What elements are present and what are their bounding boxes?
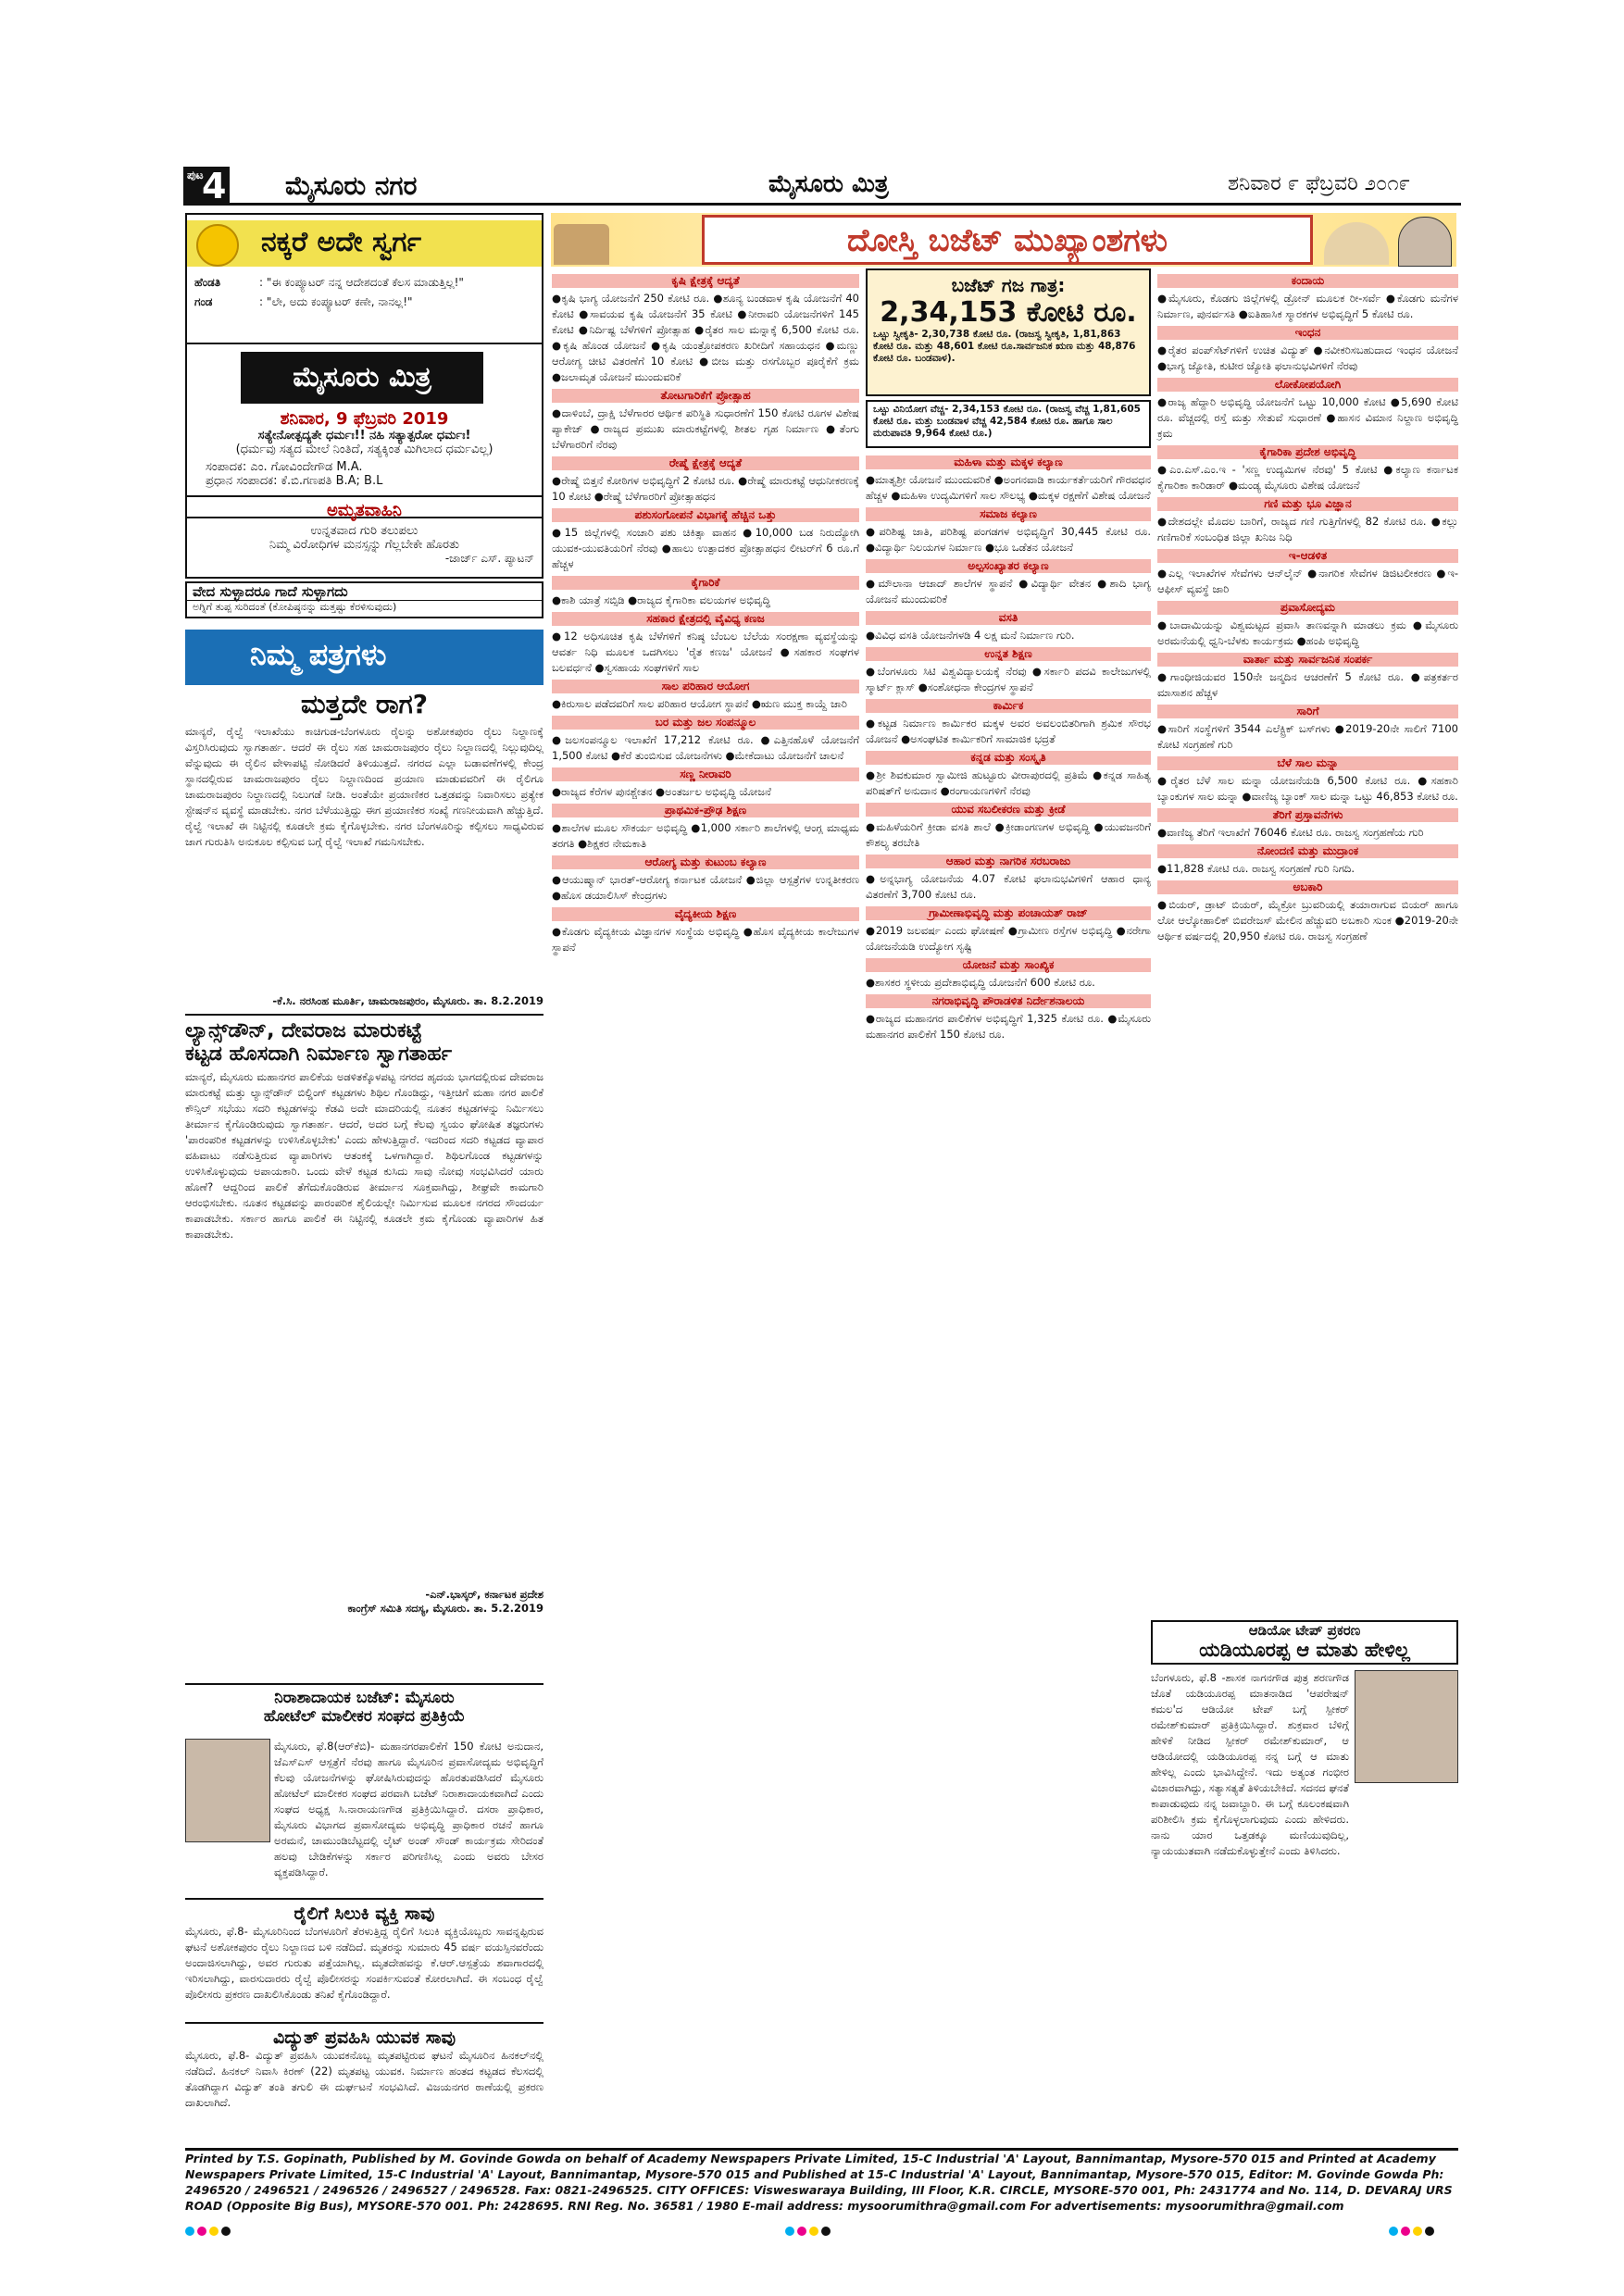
masthead-logo: ಮೈಸೂರು ಮಿತ್ರ bbox=[241, 352, 483, 404]
budget-column-2 bbox=[866, 452, 1151, 2146]
amrita-title: ಅಮೃತವಾಹಿನಿ bbox=[327, 501, 402, 520]
laughing-face-icon bbox=[196, 224, 239, 267]
section-heading: ವೈದ್ಯಕೀಯ ಶಿಕ್ಷಣ bbox=[552, 907, 859, 921]
amrita-line2: ನಿಮ್ಮ ವಿರೋಧಿಗಳ ಮನಸ್ಸನ್ನು ಗೆಲ್ಲಬೇಕೇ ಹೊರತು bbox=[269, 538, 460, 552]
budget-size-amount: 2,34,153 ಕೋಟಿ ರೂ. bbox=[880, 296, 1137, 329]
electric-title: ವಿದ್ಯುತ್ ಪ್ರವಹಿಸಿ ಯುವಕ ಸಾವು bbox=[272, 2028, 456, 2048]
page-label: ಪುಟ bbox=[187, 168, 204, 181]
section-text: ●ಮಾತೃಶ್ರೀ ಯೋಜನೆ ಮುಂದುವರಿಕೆ ●ಅಂಗನವಾಡಿ ಕಾರ್ಯಕರ್ತೆಯರಿಗೆ ಗೌರವಧನ ಹೆಚ್ಚಳ ●ಮಹಿಳಾ ಉದ್ಯಮಿಗಳಿಗೆ ಸಾಲ ಸೌಲಭ್ಯ ●ಮಕ್ಕಳ ರಕ್ಷಣೆಗೆ ವಿಶೇಷ ಯೋಜನೆ bbox=[866, 473, 1151, 502]
husband-line: : "ಲೇ, ಅದು ಕಂಪ್ಯೂಟರ್ ಕಣೇ, ನಾನಲ್ಲ!" bbox=[259, 295, 413, 308]
section-text: ●ರಾಜ್ಯ ಹೆದ್ದಾರಿ ಅಭಿವೃದ್ಧಿ ಯೋಜನೆಗೆ ಒಟ್ಟು 10,000 ಕೋಟಿ ●5,690 ಕೋಟಿ ರೂ. ವೆಚ್ಚದಲ್ಲಿ ರಸ್ತೆ ಮತ್ತು ಸೇತುವೆ ಸುಧಾರಣೆ ●ಹಾಸನ ವಿಮಾನ ನಿಲ್ದಾಣ ಅಭಿವೃದ್ಧಿ ಕ್ರಮ bbox=[1157, 395, 1458, 440]
section-heading: ವಸತಿ bbox=[866, 611, 1151, 625]
registration-dots-left bbox=[185, 2222, 233, 2240]
chief-minister-photo bbox=[1398, 217, 1452, 267]
registration-dots-right bbox=[1389, 2222, 1437, 2240]
section-text: ●ಕೃಷಿ ಭಾಗ್ಯ ಯೋಜನೆಗೆ 250 ಕೋಟಿ ರೂ. ●ಶೂನ್ಯ ಬಂಡವಾಳ ಕೃಷಿ ಯೋಜನೆಗೆ 40 ಕೋಟಿ ●ಸಾವಯವ ಕೃಷಿ ಯೋಜನೆಗೆ 35 ಕೋಟಿ ●ನೀರಾವರಿ ಯೋಜನೆಗಳಿಗೆ 145 ಕೋಟಿ ●ನಿರ್ದಿಷ್ಟ ಬೆಳೆಗಳಿಗೆ ಪ್ರೋತ್ಸಾಹ ●ರೈತರ ಸಾಲ ಮನ್ನಾಕ್ಕೆ 6,500 ಕೋಟಿ ರೂ. ●ಕೃಷಿ ಹೊಂಡ ಯೋಜನೆ ●ಕೃಷಿ ಯಂತ್ರೋಪಕರಣ ಖರೀದಿಗೆ ಸಹಾಯಧನ ●ಮಣ್ಣು ಆರೋಗ್ಯ ಚೀಟಿ ವಿತರಣೆಗೆ 10 ಕೋಟಿ ●ಬೀಜ ಮತ್ತು ರಸಗೊಬ್ಬರ ಪೂರೈಕೆಗೆ ಕ್ರಮ ●ಜಲಾಮೃತ ಯೋಜನೆ ಮುಂದುವರಿಕೆ bbox=[552, 292, 859, 383]
amrita-author: -ಜಾರ್ಜ್ ಎಸ್. ಪ್ಯಾಟನ್ bbox=[444, 552, 534, 565]
motto-line1: ಸತ್ಯೇನೋತ್ಪದ್ಯತೇ ಧರ್ಮಃ!! ನಹಿ ಸತ್ಯಾತ್ಪರೋ ಧರ್ಮಃ! bbox=[257, 429, 471, 443]
page-number: 4 bbox=[202, 166, 227, 206]
section-heading: ಮಹಿಳಾ ಮತ್ತು ಮಕ್ಕಳ ಕಲ್ಯಾಣ bbox=[866, 455, 1151, 469]
budget-size-title: ಬಜೆಟ್ ಗಜ ಗಾತ್ರ: bbox=[951, 274, 1066, 296]
section-text: ●ವಾಣಿಜ್ಯ ತೆರಿಗೆ ಇಲಾಖೆಗೆ 76046 ಕೋಟಿ ರೂ. ರಾಜಸ್ವ ಸಂಗ್ರಹಣೆಯ ಗುರಿ bbox=[1157, 826, 1424, 839]
page-number-box bbox=[183, 167, 230, 206]
section-text: ●ಆಯುಷ್ಮಾನ್ ಭಾರತ್-ಆರೋಗ್ಯ ಕರ್ನಾಟಕ ಯೋಜನೆ ●ಜಿಲ್ಲಾ ಆಸ್ಪತ್ರೆಗಳ ಉನ್ನತೀಕರಣ ●ಹೊಸ ಡಯಾಲಿಸಿಸ್ ಕೇಂದ್ರಗಳು bbox=[552, 873, 859, 902]
section-text: ●ರೈತರ ಬೆಳೆ ಸಾಲ ಮನ್ನಾ ಯೋಜನೆಯಡಿ 6,500 ಕೋಟಿ ರೂ. ●ಸಹಕಾರಿ ಬ್ಯಾಂಕುಗಳ ಸಾಲ ಮನ್ನಾ ●ವಾಣಿಜ್ಯ ಬ್ಯಾಂಕ್ ಸಾಲ ಮನ್ನಾ ಒಟ್ಟು 46,853 ಕೋಟಿ ರೂ. bbox=[1157, 774, 1458, 803]
section-heading: ತೋಟಗಾರಿಕೆಗೆ ಪ್ರೋತ್ಸಾಹ bbox=[552, 389, 859, 403]
vidhana-soudha-icon bbox=[554, 224, 609, 265]
section-title: ಮೈಸೂರು ನಗರ bbox=[285, 170, 418, 201]
section-heading: ಕನ್ನಡ ಮತ್ತು ಸಂಸ್ಕೃತಿ bbox=[866, 751, 1151, 765]
section-heading: ಬೆಳೆ ಸಾಲ ಮನ್ನಾ bbox=[1157, 756, 1458, 770]
nakkare-box bbox=[185, 213, 543, 518]
section-text: ●ಕಟ್ಟಡ ನಿರ್ಮಾಣ ಕಾರ್ಮಿಕರ ಮಕ್ಕಳ ಅವರ ಅವಲಂಬಿತರಿಗಾಗಿ ಶ್ರಮಿಕ ಸೌರಭ ಯೋಜನೆ ●ಅಸಂಘಟಿತ ಕಾರ್ಮಿಕರಿಗೆ ಸಾಮಾಜಿಕ ಭದ್ರತೆ bbox=[866, 717, 1151, 745]
budget-size-box bbox=[866, 268, 1151, 396]
section-text: ●ಅನ್ನಭಾಗ್ಯ ಯೋಜನೆಯ 4.07 ಕೋಟಿ ಫಲಾನುಭವಿಗಳಿಗೆ ಆಹಾರ ಧಾನ್ಯ ವಿತರಣೆಗೆ 3,700 ಕೋಟಿ ರೂ. bbox=[866, 872, 1151, 901]
nakkare-title: ನಕ್ಕರೆ ಅದೇ ಸ್ವರ್ಗ bbox=[261, 226, 422, 258]
section-text: ●ಸಾರಿಗೆ ಸಂಸ್ಥೆಗಳಿಗೆ 3544 ಎಲೆಕ್ಟ್ರಿಕ್ ಬಸ್‌ಗಳು ●2019-20ನೇ ಸಾಲಿಗೆ 7100 ಕೋಟಿ ಸಂಗ್ರಹಣೆ ಗುರಿ bbox=[1157, 722, 1458, 751]
section-heading: ಲೋಕೋಪಯೋಗಿ bbox=[1157, 378, 1458, 392]
audio-tape-headline bbox=[1151, 1620, 1458, 1665]
section-text: ●2019 ಜಲವರ್ಷ ಎಂದು ಘೋಷಣೆ ●ಗ್ರಾಮೀಣ ರಸ್ತೆಗಳ ಅಭಿವೃದ್ಧಿ ●ನರೇಗಾ ಯೋಜನೆಯಡಿ ಉದ್ಯೋಗ ಸೃಷ್ಟಿ bbox=[866, 924, 1151, 953]
budget-expenditure: ಒಟ್ಟು ವಿನಿಯೋಗ ವೆಚ್ಚ- 2,34,153 ಕೋಟಿ ರೂ. (ರಾಜಸ್ವ ವೆಚ್ಚ 1,81,605 ಕೋಟಿ ರೂ. ಮತ್ತು ಬಂಡವಾಳ ವೆಚ್ಚ 42,584 ಕೋಟಿ ರೂ. ಹಾಗೂ ಸಾಲ ಮರುಪಾವತಿ 9,964 ಕೋಟಿ ರೂ.) bbox=[866, 400, 1151, 448]
section-text: ●12 ಅಧಿಸೂಚಿತ ಕೃಷಿ ಬೆಳೆಗಳಿಗೆ ಕನಿಷ್ಠ ಬೆಂಬಲ ಬೆಲೆಯ ಸಂರಕ್ಷಣಾ ವ್ಯವಸ್ಥೆಯನ್ನು ಆವರ್ತ ನಿಧಿ ಮೂಲಕ ಒದಗಿಸಲು 'ರೈತ ಕಣಜ' ಯೋಜನೆ ●ಸಹಕಾರ ಸಂಘಗಳ ಬಲವರ್ಧನೆ ●ಸ್ವಸಹಾಯ ಸಂಘಗಳಿಗೆ ಸಾಲ bbox=[552, 630, 859, 674]
section-heading: ಪ್ರಾಥಮಿಕ-ಪ್ರೌಢ ಶಿಕ್ಷಣ bbox=[552, 804, 859, 817]
letters-header bbox=[185, 630, 543, 685]
section-text: ●ಶಾಲೆಗಳ ಮೂಲ ಸೌಕರ್ಯ ಅಭಿವೃದ್ಧಿ ●1,000 ಸರ್ಕಾರಿ ಶಾಲೆಗಳಲ್ಲಿ ಆಂಗ್ಲ ಮಾಧ್ಯಮ ತರಗತಿ ●ಶಿಕ್ಷಕರ ನೇಮಕಾತಿ bbox=[552, 821, 859, 850]
audio-text-top: ಬೆಂಗಳೂರು, ಫೆ.8 -ಶಾಸಕ ನಾಗನಗೌಡ ಪುತ್ರ ಶರಣಗೌಡ ಜೊತೆ ಯಡಿಯೂರಪ್ಪ ಮಾತನಾಡಿದ 'ಆಪರೇಷನ್ ಕಮಲ'ದ ಆಡಿಯೋ ಟೇಪ್ ಬಗ್ಗೆ ಸ್ಪೀಕರ್ ರಮೇಶ್‌ಕುಮಾರ್ ಪ್ರತಿಕ್ರಿಯಿಸಿದ್ದಾರೆ. ಶುಕ್ರವಾರ ಬೆಳಿಗ್ಗೆ ಹೇಳಿಕೆ ನೀಡಿದ ಸ್ಪೀಕರ್ ರಮೇಶ್‌ಕುಮಾರ್, ಆ ಆಡಿಯೋದಲ್ಲಿ ಯಡಿಯೂರಪ್ಪ ನನ್ನ ಬಗ್ಗೆ ಆ ಮಾತು ಹೇಳಿಲ್ಲ ಎಂದು ಭಾವಿಸಿದ್ದೇನೆ. ಇದು ಅತ್ಯಂತ ಗಂಭೀರ ವಿಚಾರವಾಗಿದ್ದು, ಸತ್ಯಾಸತ್ಯತೆ ತಿಳಿಯಬೇಕಿದೆ. ಸದನದ ಘನತೆ ಕಾಪಾಡುವುದು ನನ್ನ ಜವಾಬ್ದಾರಿ. ಈ ಬಗ್ಗೆ ಕೂಲಂಕಷವಾಗಿ ಪರಿಶೀಲಿಸಿ ಕ್ರಮ ಕೈಗೊಳ್ಳಲಾಗುವುದು ಎಂದು ಹೇಳಿದರು. ನಾನು ಯಾರ ಒತ್ತಡಕ್ಕೂ ಮಣಿಯುವುದಿಲ್ಲ, ನ್ಯಾಯಯುತವಾಗಿ ನಡೆದುಕೊಳ್ಳುತ್ತೇನೆ ಎಂದು ತಿಳಿಸಿದರು. bbox=[1151, 1671, 1349, 1857]
amrita-line1: ಉನ್ನತವಾದ ಗುರಿ ತಲುಪಲು bbox=[310, 524, 418, 538]
section-text: ●ರೈತರ ಪಂಪ್‌ಸೆಟ್‌ಗಳಿಗೆ ಉಚಿತ ವಿದ್ಯುತ್ ●ನವೀಕರಿಸಬಹುದಾದ ಇಂಧನ ಯೋಜನೆ ●ಭಾಗ್ಯ ಜ್ಯೋತಿ, ಕುಟೀರ ಜ್ಯೋತಿ ಫಲಾನುಭವಿಗಳಿಗೆ ನೆರವು bbox=[1157, 343, 1458, 372]
section-text: ●ರಾಜ್ಯದ ಕೆರೆಗಳ ಪುನಶ್ಚೇತನ ●ಅಂತರ್ಜಲ ಅಭಿವೃದ್ಧಿ ಯೋಜನೆ bbox=[552, 785, 771, 798]
imprint-text: Printed by T.S. Gopinath, Published by M. Govinde Gowda on behalf of Academy Newspapers Private Limited, 15-C Industrial 'A' Layout, Bannimantap, Mysore-570 015 and Printed at Academy Newspapers Private Limited, 15-C Industrial 'A' Layout, Bannimantap, Mysore-570 015 and Published at 15-C Industrial 'A' Layout, Bannimantap, Mysore-570 015, Editor: M. Govinde Gowda Ph: 2496520 / 2496521 / 2496526 / 2496527 / 2496528. Fax: 0821-2496525. CITY OFFICES: Visweswaraya Building, III Floor, K.R. CIRCLE, MYSORE-570 001, Ph: 2431774 and No. 114, D. DEVARAJ URS ROAD (Opposite Big Bus), MYSORE-570 001. Ph: 2428695. RNI Reg. No. 36581 / 1980 E-mail address: mysoorumithra@gmail.com For advertisements: mysoorumithra@gmail.com bbox=[185, 2152, 1453, 2213]
section-heading: ಸಾಲ ಪರಿಹಾರ ಆಯೋಗ bbox=[552, 680, 859, 693]
section-heading: ಆಹಾರ ಮತ್ತು ನಾಗರಿಕ ಸರಬರಾಜು bbox=[866, 855, 1151, 868]
section-heading: ಸಣ್ಣ ನೀರಾವರಿ bbox=[552, 767, 859, 781]
section-text: ●ಎಂ.ಎಸ್.ಎಂ.ಇ - 'ಸಣ್ಣ ಉದ್ಯಮಿಗಳ ನೆರವು' 5 ಕೋಟಿ ●ಕಲ್ಯಾಣ ಕರ್ನಾಟಕ ಕೈಗಾರಿಕಾ ಕಾರಿಡಾರ್ ●ಮಂಡ್ಯ ಮೈಸೂರು ವಿಶೇಷ ಯೋಜನೆ bbox=[1157, 463, 1458, 492]
section-text: ●ಕಾಶಿ ಯಾತ್ರೆ ಸಬ್ಸಿಡಿ ●ರಾಜ್ಯದ ಕೈಗಾರಿಕಾ ವಲಯಗಳ ಅಭಿವೃದ್ಧಿ bbox=[552, 593, 770, 606]
section-text: ●ಗಾಂಧೀಜಿಯವರ 150ನೇ ಜನ್ಮದಿನ ಆಚರಣೆಗೆ 5 ಕೋಟಿ ರೂ. ●ಪತ್ರಕರ್ತರ ಮಾಸಾಶನ ಹೆಚ್ಚಳ bbox=[1157, 670, 1458, 699]
section-text: ●ಬಿಯರ್, ಡ್ರಾಟ್ ಬಿಯರ್, ಮೈಕ್ರೋ ಬ್ರುವರಿಯಲ್ಲಿ ತಯಾರಾಗುವ ಬಿಯರ್ ಹಾಗೂ ಲೋ ಆಲ್ಕೋಹಾಲಿಕ್ ಬಿವರೇಜಸ್ ಮೇಲಿನ ಹೆಚ್ಚುವರಿ ಅಬಕಾರಿ ಸುಂಕ ●2019-20ನೇ ಆರ್ಥಿಕ ವರ್ಷದಲ್ಲಿ 20,950 ಕೋಟಿ ರೂ. ರಾಜಸ್ವ ಸಂಗ್ರಹಣೆ bbox=[1157, 898, 1458, 942]
section-heading: ಕಂದಾಯ bbox=[1157, 274, 1458, 288]
letter2-signature2: ಕಾಂಗ್ರೆಸ್ ಸಮಿತಿ ಸದಸ್ಯ, ಮೈಸೂರು. ತಾ. 5.2.2019 bbox=[347, 1602, 543, 1615]
budget-banner-title: ದೋಸ್ತಿ ಬಜೆಟ್ ಮುಖ್ಯಾಂಶಗಳು bbox=[702, 215, 1313, 265]
section-heading: ಕೃಷಿ ಕ್ಷೇತ್ರಕ್ಕೆ ಆದ್ಯತೆ bbox=[552, 274, 859, 288]
letter2-title2: ಕಟ್ಟಡ ಹೊಸದಾಗಿ ನಿರ್ಮಾಣ ಸ್ವಾಗತಾರ್ಹ bbox=[185, 1042, 452, 1066]
section-heading: ಇ-ಆಡಳಿತ bbox=[1157, 549, 1458, 563]
rail-text: ಮೈಸೂರು, ಫೆ.8- ಮೈಸೂರಿನಿಂದ ಬೆಂಗಳೂರಿಗೆ ತೆರಳುತ್ತಿದ್ದ ರೈಲಿಗೆ ಸಿಲುಕಿ ವ್ಯಕ್ತಿಯೊಬ್ಬರು ಸಾವನ್ನಪ್ಪಿರುವ ಘಟನೆ ಅಶೋಕಪುರಂ ರೈಲು ನಿಲ್ದಾಣದ ಬಳಿ ನಡೆದಿದೆ. ಮೃತರನ್ನು ಸುಮಾರು 45 ವರ್ಷ ವಯಸ್ಸಿನವರೆಂದು ಅಂದಾಜಿಸಲಾಗಿದ್ದು, ಅವರ ಗುರುತು ಪತ್ತೆಯಾಗಿಲ್ಲ. ಮೃತದೇಹವನ್ನು ಕೆ.ಆರ್.ಆಸ್ಪತ್ರೆಯ ಶವಾಗಾರದಲ್ಲಿ ಇರಿಸಲಾಗಿದ್ದು, ವಾರಸುದಾರರು ರೈಲ್ವೆ ಪೊಲೀಸರನ್ನು ಸಂಪರ್ಕಿಸುವಂತೆ ಕೋರಲಾಗಿದೆ. ಈ ಸಂಬಂಧ ರೈಲ್ವೆ ಪೊಲೀಸರು ಪ್ರಕರಣ ದಾಖಲಿಸಿಕೊಂಡು ತನಿಖೆ ಕೈಗೊಂಡಿದ್ದಾರೆ. bbox=[185, 1925, 543, 2001]
letter2-signature1: -ಎನ್.ಭಾಸ್ಕರ್, ಕರ್ನಾಟಕ ಪ್ರದೇಶ bbox=[425, 1588, 543, 1601]
section-text: ●11,828 ಕೋಟಿ ರೂ. ರಾಜಸ್ವ ಸಂಗ್ರಹಣೆ ಗುರಿ ನಿಗದಿ. bbox=[1157, 862, 1355, 875]
rail-article bbox=[185, 1898, 543, 2018]
section-heading: ಉನ್ನತ ಶಿಕ್ಷಣ bbox=[866, 647, 1151, 661]
section-heading: ನಗರಾಭಿವೃದ್ಧಿ ಪೌರಾಡಳಿತ ನಿರ್ದೇಶನಾಲಯ bbox=[866, 994, 1151, 1008]
section-heading: ಪಶುಸಂಗೋಪನೆ ವಿಭಾಗಕ್ಕೆ ಹೆಚ್ಚಿನ ಒತ್ತು bbox=[552, 508, 859, 522]
nakkare-title-bar bbox=[187, 220, 542, 267]
hotel-article bbox=[185, 1683, 543, 1878]
section-heading: ಕೈಗಾರಿಕಾ ಪ್ರದೇಶ ಅಭಿವೃದ್ಧಿ bbox=[1157, 445, 1458, 459]
section-text: ●ಕಿರುಸಾಲ ಪಡೆದವರಿಗೆ ಸಾಲ ಪರಿಹಾರ ಆಯೋಗ ಸ್ಥಾಪನೆ ●ಋಣ ಮುಕ್ತ ಕಾಯ್ದೆ ಜಾರಿ bbox=[552, 697, 847, 710]
section-text: ●ರಾಜ್ಯದ ಮಹಾನಗರ ಪಾಲಿಕೆಗಳ ಅಭಿವೃದ್ಧಿಗೆ 1,325 ಕೋಟಿ ರೂ. ●ಮೈಸೂರು ಮಹಾನಗರ ಪಾಲಿಕೆಗೆ 150 ಕೋಟಿ ರೂ. bbox=[866, 1012, 1151, 1041]
veda-text: ಅಗ್ನಿಗೆ ತುಪ್ಪ ಸುರಿದಂತೆ (ಕೋಪಿಷ್ಠನನ್ನು ಮತ್ತಷ್ಟು ಕೆರಳಿಸುವುದು) bbox=[193, 601, 397, 613]
section-text: ●ವಿವಿಧ ವಸತಿ ಯೋಜನೆಗಳಡಿ 4 ಲಕ್ಷ ಮನೆ ನಿರ್ಮಾಣ ಗುರಿ. bbox=[866, 629, 1075, 642]
audio-title: ಯಡಿಯೂರಪ್ಪ ಆ ಮಾತು ಹೇಳಿಲ್ಲ bbox=[1199, 1639, 1410, 1661]
masthead-small: ಮೈಸೂರು ಮಿತ್ರ bbox=[768, 170, 889, 198]
budget-column-3 bbox=[1157, 270, 1458, 1615]
section-text: ●ಬಾದಾಮಿಯನ್ನು ವಿಶ್ವಮಟ್ಟದ ಪ್ರವಾಸಿ ತಾಣವನ್ನಾಗಿ ಮಾಡಲು ಕ್ರಮ ●ಮೈಸೂರು ಅರಮನೆಯಲ್ಲಿ ಧ್ವನಿ-ಬೆಳಕು ಕಾರ್ಯಕ್ರಮ ●ಹಂಪಿ ಅಭಿವೃದ್ಧಿ bbox=[1157, 618, 1458, 647]
speaker-husband: ಗಂಡ bbox=[194, 295, 213, 308]
section-heading: ಪ್ರವಾಸೋದ್ಯಮ bbox=[1157, 601, 1458, 615]
section-heading: ಕಾರ್ಮಿಕ bbox=[866, 699, 1151, 713]
section-heading: ಬರ ಮತ್ತು ಜಲ ಸಂಪನ್ಮೂಲ bbox=[552, 716, 859, 730]
section-heading: ಗ್ರಾಮೀಣಾಭಿವೃದ್ಧಿ ಮತ್ತು ಪಂಚಾಯತ್ ರಾಜ್ bbox=[866, 906, 1151, 920]
letters-header-title: ನಿಮ್ಮ ಪತ್ರಗಳು bbox=[250, 637, 387, 672]
chief-editor-line: ಪ್ರಧಾನ ಸಂಪಾದಕ: ಕೆ.ಬಿ.ಗಣಪತಿ B.A; B.L bbox=[206, 474, 383, 488]
section-text: ●ಎಲ್ಲ ಇಲಾಖೆಗಳ ಸೇವೆಗಳು ಆನ್‌ಲೈನ್ ●ನಾಗರಿಕ ಸೇವೆಗಳ ಡಿಜಿಟಲೀಕರಣ ●ಇ-ಆಫೀಸ್ ವ್ಯವಸ್ಥೆ ಜಾರಿ bbox=[1157, 567, 1458, 595]
amritavahini-box bbox=[185, 495, 543, 579]
section-text: ●ಶಾಸಕರ ಸ್ಥಳೀಯ ಪ್ರದೇಶಾಭಿವೃದ್ಧಿ ಯೋಜನೆಗೆ 600 ಕೋಟಿ ರೂ. bbox=[866, 976, 1095, 989]
rail-title: ರೈಲಿಗೆ ಸಿಲುಕಿ ವ್ಯಕ್ತಿ ಸಾವು bbox=[294, 1903, 435, 1924]
section-text: ●ದಾಳಿಂಬೆ, ದ್ರಾಕ್ಷಿ ಬೆಳೆಗಾರರ ಆರ್ಥಿಕ ಪರಿಸ್ಥಿತಿ ಸುಧಾರಣೆಗೆ 150 ಕೋಟಿ ರೂಗಳ ವಿಶೇಷ ಪ್ಯಾಕೇಜ್ ●ರಾಜ್ಯದ ಪ್ರಮುಖ ಮಾರುಕಟ್ಟೆಗಳಲ್ಲಿ ಶೀತಲ ಗೃಹ ನಿರ್ಮಾಣ ●ತೆಂಗು ಬೆಳೆಗಾರರಿಗೆ ನೆರವು bbox=[552, 406, 859, 451]
section-text: ●ಜಲಸಂಪನ್ಮೂಲ ಇಲಾಖೆಗೆ 17,212 ಕೋಟಿ ರೂ. ●ಎತ್ತಿನಹೊಳೆ ಯೋಜನೆಗೆ 1,500 ಕೋಟಿ ●ಕೆರೆ ತುಂಬಿಸುವ ಯೋಜನೆಗಳು ●ಮೇಕೆದಾಟು ಯೋಜನೆಗೆ ಚಾಲನೆ bbox=[552, 733, 859, 762]
joke-dialogue bbox=[194, 276, 537, 309]
section-heading: ಗಣಿ ಮತ್ತು ಭೂ ವಿಜ್ಞಾನ bbox=[1157, 497, 1458, 511]
section-heading: ಯೋಜನೆ ಮತ್ತು ಸಾಂಖ್ಯಿಕ bbox=[866, 958, 1151, 972]
section-text: ●ಶ್ರೀ ಶಿವಕುಮಾರ ಸ್ವಾಮೀಜಿ ಹುಟ್ಟೂರು ವೀರಾಪುರದಲ್ಲಿ ಪ್ರತಿಮೆ ●ಕನ್ನಡ ಸಾಹಿತ್ಯ ಪರಿಷತ್‌ಗೆ ಅನುದಾನ ●ರಂಗಾಯಣಗಳಿಗೆ ನೆರವು bbox=[866, 768, 1151, 797]
section-heading: ರೇಷ್ಮೆ ಕ್ಷೇತ್ರಕ್ಕೆ ಆದ್ಯತೆ bbox=[552, 456, 859, 470]
section-heading: ಸಹಕಾರ ಕ್ಷೇತ್ರದಲ್ಲಿ ವೈವಿಧ್ಯ ಕಣಜ bbox=[552, 612, 859, 626]
hotel-title2: ಹೋಟೆಲ್ ಮಾಲೀಕರ ಸಂಘದ ಪ್ರತಿಕ್ರಿಯೆ bbox=[263, 1707, 466, 1726]
letter2-title1: ಲ್ಯಾನ್ಸ್‌ಡೌನ್, ದೇವರಾಜ ಮಾರುಕಟ್ಟೆ bbox=[185, 1019, 422, 1042]
audio-kicker: ಆಡಿಯೋ ಟೇಪ್ ಪ್ರಕರಣ bbox=[1248, 1622, 1361, 1639]
speaker-wife: ಹೆಂಡತಿ bbox=[194, 276, 221, 289]
letters-column bbox=[185, 689, 543, 1679]
motto-line2: (ಧರ್ಮವು ಸತ್ಯದ ಮೇಲೆ ನಿಂತಿದೆ, ಸತ್ಯಕ್ಕಿಂತ ಮಿಗಿಲಾದ ಧರ್ಮವಿಲ್ಲ) bbox=[235, 443, 493, 456]
budget-receipts: ಒಟ್ಟು ಸ್ವೀಕೃತಿ- 2,30,738 ಕೋಟಿ ರೂ. (ರಾಜಸ್ವ ಸ್ವೀಕೃತಿ, 1,81,863 ಕೋಟಿ ರೂ. ಮತ್ತು 48,601 ಕೋಟಿ ರೂ.ಸಾರ್ವಜನಿಕ ಋಣ ಮತ್ತು 48,876 ಕೋಟಿ ರೂ. ಬಂಡವಾಳ). bbox=[873, 329, 1136, 364]
budget-column-1 bbox=[552, 270, 859, 2146]
veda-box bbox=[185, 581, 543, 618]
veda-title: ವೇದ ಸುಳ್ಳಾದರೂ ಗಾದೆ ಸುಳ್ಳಾಗದು bbox=[187, 583, 542, 601]
wife-line: : "ಈ ಕಂಪ್ಯೂಟರ್ ನನ್ನ ಆದೇಶದಂತೆ ಕೆಲಸ ಮಾಡುತ್ತಿಲ್ಲ!" bbox=[259, 276, 464, 289]
section-text: ●ಪರಿಶಿಷ್ಟ ಜಾತಿ, ಪರಿಶಿಷ್ಟ ಪಂಗಡಗಳ ಅಭಿವೃದ್ಧಿಗೆ 30,445 ಕೋಟಿ ರೂ. ●ವಿದ್ಯಾರ್ಥಿ ನಿಲಯಗಳ ನಿರ್ಮಾಣ ●ಭೂ ಒಡೆತನ ಯೋಜನೆ bbox=[866, 525, 1151, 554]
section-heading: ಸಾರಿಗೆ bbox=[1157, 705, 1458, 718]
section-heading: ಕೈಗಾರಿಕೆ bbox=[552, 576, 859, 590]
section-heading: ಆರೋಗ್ಯ ಮತ್ತು ಕುಟುಂಬ ಕಲ್ಯಾಣ bbox=[552, 855, 859, 869]
section-heading: ವಾರ್ತಾ ಮತ್ತು ಸಾರ್ವಜನಿಕ ಸಂಪರ್ಕ bbox=[1157, 653, 1458, 667]
section-text: ●ದೇಶದಲ್ಲೇ ಮೊದಲ ಬಾರಿಗೆ, ರಾಜ್ಯದ ಗಣಿ ಗುತ್ತಿಗೆಗಳಲ್ಲಿ 82 ಕೋಟಿ ರೂ. ●ಕಲ್ಲು ಗಣಿಗಾರಿಕೆ ಸಂಬಂಧಿತ ಜಿಲ್ಲಾ ಖನಿಜ ನಿಧಿ bbox=[1157, 515, 1458, 543]
imprint-footer bbox=[185, 2148, 1458, 2215]
hotel-text: ಮೈಸೂರು, ಫೆ.8(ಆರ್‌ಕೆಬಿ)- ಮಹಾನಗರಪಾಲಿಕೆಗೆ 150 ಕೋಟಿ ಅನುದಾನ, ಜೆಎಸ್‌ಎಸ್ ಆಸ್ಪತ್ರೆಗೆ ನೆರವು ಹಾಗೂ ಮೈಸೂರಿನ ಪ್ರವಾಸೋದ್ಯಮ ಅಭಿವೃದ್ಧಿಗೆ ಕೆಲವು ಯೋಜನೆಗಳನ್ನು ಘೋಷಿಸಿರುವುದನ್ನು ಹೊರತುಪಡಿಸಿದರೆ ಮೈಸೂರು ಹೋಟೆಲ್ ಮಾಲೀಕರ ಸಂಘದ ಪರವಾಗಿ ಬಜೆಟ್ ನಿರಾಶಾದಾಯಕವಾಗಿದೆ ಎಂದು ಸಂಘದ ಅಧ್ಯಕ್ಷ ಸಿ.ನಾರಾಯಣಗೌಡ ಪ್ರತಿಕ್ರಿಯಿಸಿದ್ದಾರೆ. ದಸರಾ ಪ್ರಾಧಿಕಾರ, ಮೈಸೂರು ವಿಭಾಗದ ಪ್ರವಾಸೋದ್ಯಮ ಅಭಿವೃದ್ಧಿ ಪ್ರಾಧಿಕಾರ ರಚನೆ ಹಾಗೂ ಅರಮನೆ, ಚಾಮುಂಡಿಬೆಟ್ಟದಲ್ಲಿ ಲೈಟ್ ಅಂಡ್ ಸೌಂಡ್ ಕಾರ್ಯಕ್ರಮ ಸೇರಿದಂತೆ ಹಲವು ಬೇಡಿಕೆಗಳನ್ನು ಸರ್ಕಾರ ಪರಿಗಣಿಸಿಲ್ಲ ಎಂದು ಅವರು ಬೇಸರ ವ್ಯಕ್ತಪಡಿಸಿದ್ದಾರೆ. bbox=[274, 1740, 543, 1878]
audio-article bbox=[1151, 1666, 1458, 2140]
editor-line: ಸಂಪಾದಕ: ಎಂ. ಗೋವಿಂದೇಗೌಡ M.A. bbox=[206, 460, 363, 474]
registration-dots-center bbox=[785, 2222, 833, 2240]
letter1-text: ಮಾನ್ಯರೆ, ರೈಲ್ವೆ ಇಲಾಖೆಯು ಕಾಚಿಗುಡ-ಬೆಂಗಳೂರು ರೈಲನ್ನು ಅಶೋಕಪುರಂ ರೈಲು ನಿಲ್ದಾಣಕ್ಕೆ ವಿಸ್ತರಿಸಿರುವುದು ಸ್ವಾಗತಾರ್ಹ. ಆದರೆ ಈ ರೈಲು ಸಹ ಚಾಮರಾಜಪುರಂ ರೈಲು ನಿಲ್ದಾಣದಲ್ಲಿ ನಿಲ್ಲುವುದಿಲ್ಲ ವೆನ್ನುವುದು ಈ ರೈಲಿನ ವೇಳಾಪಟ್ಟಿ ನೋಡಿದರೆ ತಿಳಿಯುತ್ತದೆ. ನಗರದ ಎಲ್ಲಾ ಬಡಾವಣೆಗಳಲ್ಲಿ ಕೇಂದ್ರ ಸ್ಥಾನದಲ್ಲಿರುವ ಚಾಮರಾಜಪುರಂ ರೈಲು ನಿಲ್ದಾಣದಿಂದ ಪ್ರಯಾಣ ಮಾಡುವವರಿಗೆ ಈ ರೈಲಿಗೂ ಚಾಮರಾಜಪುರಂ ನಿಲ್ದಾಣದಲ್ಲಿ ನಿಲುಗಡೆ ನೀಡಿ. ಅಂತೆಯೇ ಪ್ರಯಾಣಿಕರ ಒತ್ತಡವನ್ನು ನಿವಾರಿಸಲು ಪ್ರತ್ಯೇಕ ಸ್ಟೇಷನ್‌ನ ವ್ಯವಸ್ಥೆ ಮಾಡಬೇಕು. ನಗರ ಬೆಳೆಯುತ್ತಿದ್ದು ಈಗ ಪ್ರಯಾಣಿಕರ ಸಂಖ್ಯೆ ಗಣನೀಯವಾಗಿ ಹೆಚ್ಚುತ್ತಿದೆ. ರೈಲ್ವೆ ಇಲಾಖೆ ಈ ನಿಟ್ಟಿನಲ್ಲಿ ಕೂಡಲೇ ಕ್ರಮ ಕೈಗೊಳ್ಳಬೇಕು. ನಗರ ಬೆಂಗಳೂರಿನ್ನು ಕಲ್ಪಿಸಲು ಸಾಧ್ಯವಿರುವ ಜಾಗ ಗುರುತಿಸಿ ಅನುಕೂಲ ಕಲ್ಪಿಸುವ ಬಗ್ಗೆ ರೈಲ್ವೆ ಇಲಾಖೆ ಗಮನಿಸಬೇಕು. bbox=[185, 725, 543, 848]
section-heading: ಅಬಕಾರಿ bbox=[1157, 880, 1458, 894]
section-heading: ಅಲ್ಪಸಂಖ್ಯಾತರ ಕಲ್ಯಾಣ bbox=[866, 559, 1151, 573]
header-date: ಶನಿವಾರ ೯ ಫೆಬ್ರವರಿ ೨೦೧೯ bbox=[1228, 172, 1410, 195]
section-text: ●ರೇಷ್ಮೆ ಬಿತ್ತನೆ ಕೋಠಿಗಳ ಅಭಿವೃದ್ಧಿಗೆ 2 ಕೋಟಿ ರೂ. ●ರೇಷ್ಮೆ ಮಾರುಕಟ್ಟೆ ಆಧುನೀಕರಣಕ್ಕೆ 10 ಕೋಟಿ ●ರೇಷ್ಮೆ ಬೆಳೆಗಾರರಿಗೆ ಪ್ರೋತ್ಸಾಹಧನ bbox=[552, 474, 859, 503]
section-text: ●ಮೈಸೂರು, ಕೊಡಗು ಜಿಲ್ಲೆಗಳಲ್ಲಿ ಡ್ರೋನ್ ಮೂಲಕ ರೀ-ಸರ್ವೆ ●ಕೊಡಗು ಮನೆಗಳ ನಿರ್ಮಾಣ, ಪುನರ್ವಸತಿ ●ಐತಿಹಾಸಿಕ ಸ್ಮಾರಕಗಳ ಅಭಿವೃದ್ಧಿಗೆ 5 ಕೋಟಿ ರೂ. bbox=[1157, 292, 1458, 320]
letter1-signature: -ಕೆ.ಸಿ. ನರಸಿಂಹ ಮೂರ್ತಿ, ಚಾಮರಾಜಪುರಂ, ಮೈಸೂರು. ತಾ. 8.2.2019 bbox=[272, 994, 543, 1007]
masthead-date: ಶನಿವಾರ, 9 ಫೆಬ್ರವರಿ 2019 bbox=[280, 409, 449, 429]
section-text: ●ಮೌಲಾನಾ ಆಜಾದ್ ಶಾಲೆಗಳ ಸ್ಥಾಪನೆ ●ವಿದ್ಯಾರ್ಥಿ ವೇತನ ●ಶಾದಿ ಭಾಗ್ಯ ಯೋಜನೆ ಮುಂದುವರಿಕೆ bbox=[866, 577, 1151, 605]
section-heading: ಯುವ ಸಬಲೀಕರಣ ಮತ್ತು ಕ್ರೀಡೆ bbox=[866, 803, 1151, 817]
section-text: ●15 ಜಿಲ್ಲೆಗಳಲ್ಲಿ ಸಂಚಾರಿ ಪಶು ಚಿಕಿತ್ಸಾ ವಾಹನ ●10,000 ಬಡ ನಿರುದ್ಯೋಗಿ ಯುವಕ-ಯುವತಿಯರಿಗೆ ನೆರವು ●ಹಾಲು ಉತ್ಪಾದಕರ ಪ್ರೋತ್ಸಾಹಧನ ಲೀಟರ್‌ಗೆ 6 ರೂ.ಗೆ ಹೆಚ್ಚಳ bbox=[552, 526, 859, 570]
electric-text: ಮೈಸೂರು, ಫೆ.8- ವಿದ್ಯುತ್ ಪ್ರವಹಿಸಿ ಯುವಕನೊಬ್ಬ ಮೃತಪಟ್ಟಿರುವ ಘಟನೆ ಮೈಸೂರಿನ ಹಿನಕಲ್‌ನಲ್ಲಿ ನಡೆದಿದೆ. ಹಿನಕಲ್ ನಿವಾಸಿ ಕಿರಣ್ (22) ಮೃತಪಟ್ಟ ಯುವಕ. ನಿರ್ಮಾಣ ಹಂತದ ಕಟ್ಟಡದ ಕೆಲಸದಲ್ಲಿ ತೊಡಗಿದ್ದಾಗ ವಿದ್ಯುತ್ ತಂತಿ ತಗುಲಿ ಈ ದುರ್ಘಟನೆ ಸಂಭವಿಸಿದೆ. ವಿಜಯನಗರ ಠಾಣೆಯಲ್ಲಿ ಪ್ರಕರಣ ದಾಖಲಾಗಿದೆ. bbox=[185, 2049, 543, 2109]
section-text: ●ಮಹಿಳೆಯರಿಗೆ ಕ್ರೀಡಾ ವಸತಿ ಶಾಲೆ ●ಕ್ರೀಡಾಂಗಣಗಳ ಅಭಿವೃದ್ಧಿ ●ಯುವಜನರಿಗೆ ಕೌಶಲ್ಯ ತರಬೇತಿ bbox=[866, 820, 1151, 849]
letter1-title: ಮತ್ತದೇ ರಾಗ? bbox=[301, 689, 428, 719]
divider bbox=[187, 343, 542, 344]
speaker-photo bbox=[1355, 1670, 1458, 1783]
section-text: ●ಬೆಂಗಳೂರು ಸಿಟಿ ವಿಶ್ವವಿದ್ಯಾಲಯಕ್ಕೆ ನೆರವು ●ಸರ್ಕಾರಿ ಪದವಿ ಕಾಲೇಜುಗಳಲ್ಲಿ ಸ್ಮಾರ್ಟ್ ಕ್ಲಾಸ್ ●ಸಂಶೋಧನಾ ಕೇಂದ್ರಗಳ ಸ್ಥಾಪನೆ bbox=[866, 665, 1151, 693]
hotel-title1: ನಿರಾಶಾದಾಯಕ ಬಜೆಟ್: ಮೈಸೂರು bbox=[274, 1689, 455, 1707]
section-heading: ಸಮಾಜ ಕಲ್ಯಾಣ bbox=[866, 507, 1151, 521]
section-heading: ತೆರಿಗೆ ಪ್ರಸ್ತಾವನೆಗಳು bbox=[1157, 808, 1458, 822]
section-text: ●ಕೊಡಗು ವೈದ್ಯಕೀಯ ವಿಜ್ಞಾನಗಳ ಸಂಸ್ಥೆಯ ಅಭಿವೃದ್ಧಿ ●ಹೊಸ ವೈದ್ಯಕೀಯ ಕಾಲೇಜುಗಳ ಸ್ಥಾಪನೆ bbox=[552, 925, 859, 954]
letter2-text: ಮಾನ್ಯರೆ, ಮೈಸೂರು ಮಹಾನಗರ ಪಾಲಿಕೆಯ ಅಡಳಿತಕ್ಕೊಳಪಟ್ಟ ನಗರದ ಹೃದಯ ಭಾಗದಲ್ಲಿರುವ ದೇವರಾಜ ಮಾರುಕಟ್ಟೆ ಮತ್ತು ಲ್ಯಾನ್ಸ್‌ಡೌನ್ ಬಿಲ್ಡಿಂಗ್ ಕಟ್ಟಡಗಳು ಶಿಥಿಲ ಗೊಂಡಿದ್ದು, ಇತ್ತೀಚಿಗೆ ಮಹಾ ನಗರ ಪಾಲಿಕೆ ಕೌನ್ಸಿಲ್ ಸಭೆಯು ಸದರಿ ಕಟ್ಟಡಗಳನ್ನು ಕೆಡವಿ ಅದೇ ಮಾದರಿಯಲ್ಲಿ ನೂತನ ಕಟ್ಟಡಗಳನ್ನು ನಿರ್ಮಿಸಲು ತೀರ್ಮಾನ ಕೈಗೊಂಡಿರುವುದು ಸ್ವಾಗತಾರ್ಹ. ಆದರೆ, ಅದರ ಬಗ್ಗೆ ಕೆಲವು ಸ್ವಯಂ ಘೋಷಿತ ತಜ್ಞರುಗಳು 'ಪಾರಂಪರಿಕ ಕಟ್ಟಡಗಳನ್ನು ಉಳಿಸಿಕೊಳ್ಳಬೇಕು' ಎಂದು ಹೇಳುತ್ತಿದ್ದಾರೆ. ಇದರಿಂದ ಸದರಿ ಕಟ್ಟಡದ ವ್ಯಾಪಾರ ವಹಿವಾಟು ನಡೆಸುತ್ತಿರುವ ವ್ಯಾಪಾರಿಗಳು ಆತಂಕಕ್ಕೆ ಒಳಗಾಗಿದ್ದಾರೆ. ಶಿಥಿಲಗೊಂಡ ಕಟ್ಟಡಗಳನ್ನು ಉಳಿಸಿಕೊಳ್ಳುವುದು ಅಪಾಯಕಾರಿ. ಒಂದು ವೇಳೆ ಕಟ್ಟಡ ಕುಸಿದು ಸಾವು ನೋವು ಸಂಭವಿಸಿದರೆ ಯಾರು ಹೊಣೆ? ಆದ್ದರಿಂದ ಪಾಲಿಕೆ ತೆಗೆದುಕೊಂಡಿರುವ ತೀರ್ಮಾನ ಸೂಕ್ತವಾಗಿದ್ದು, ಶೀಘ್ರವೇ ಕಾಮಗಾರಿ ಆರಂಭಿಸಬೇಕು. ನೂತನ ಕಟ್ಟಡವನ್ನು ಪಾರಂಪರಿಕ ಶೈಲಿಯಲ್ಲೇ ನಿರ್ಮಿಸುವ ಮೂಲಕ ನಗರದ ಸೌಂದರ್ಯ ಕಾಪಾಡಬೇಕು. ಸರ್ಕಾರ ಹಾಗೂ ಪಾಲಿಕೆ ಈ ನಿಟ್ಟಿನಲ್ಲಿ ಕೂಡಲೇ ಕ್ರಮ ಕೈಗೊಂಡು ವ್ಯಾಪಾರಿಗಳ ಹಿತ ಕಾಪಾಡಬೇಕು. bbox=[185, 1070, 543, 1241]
section-heading: ಇಂಧನ bbox=[1157, 326, 1458, 340]
person-photo bbox=[185, 1739, 270, 1842]
section-heading: ನೋಂದಣಿ ಮತ್ತು ಮುದ್ರಾಂಕ bbox=[1157, 844, 1458, 858]
electric-article bbox=[185, 2022, 543, 2142]
